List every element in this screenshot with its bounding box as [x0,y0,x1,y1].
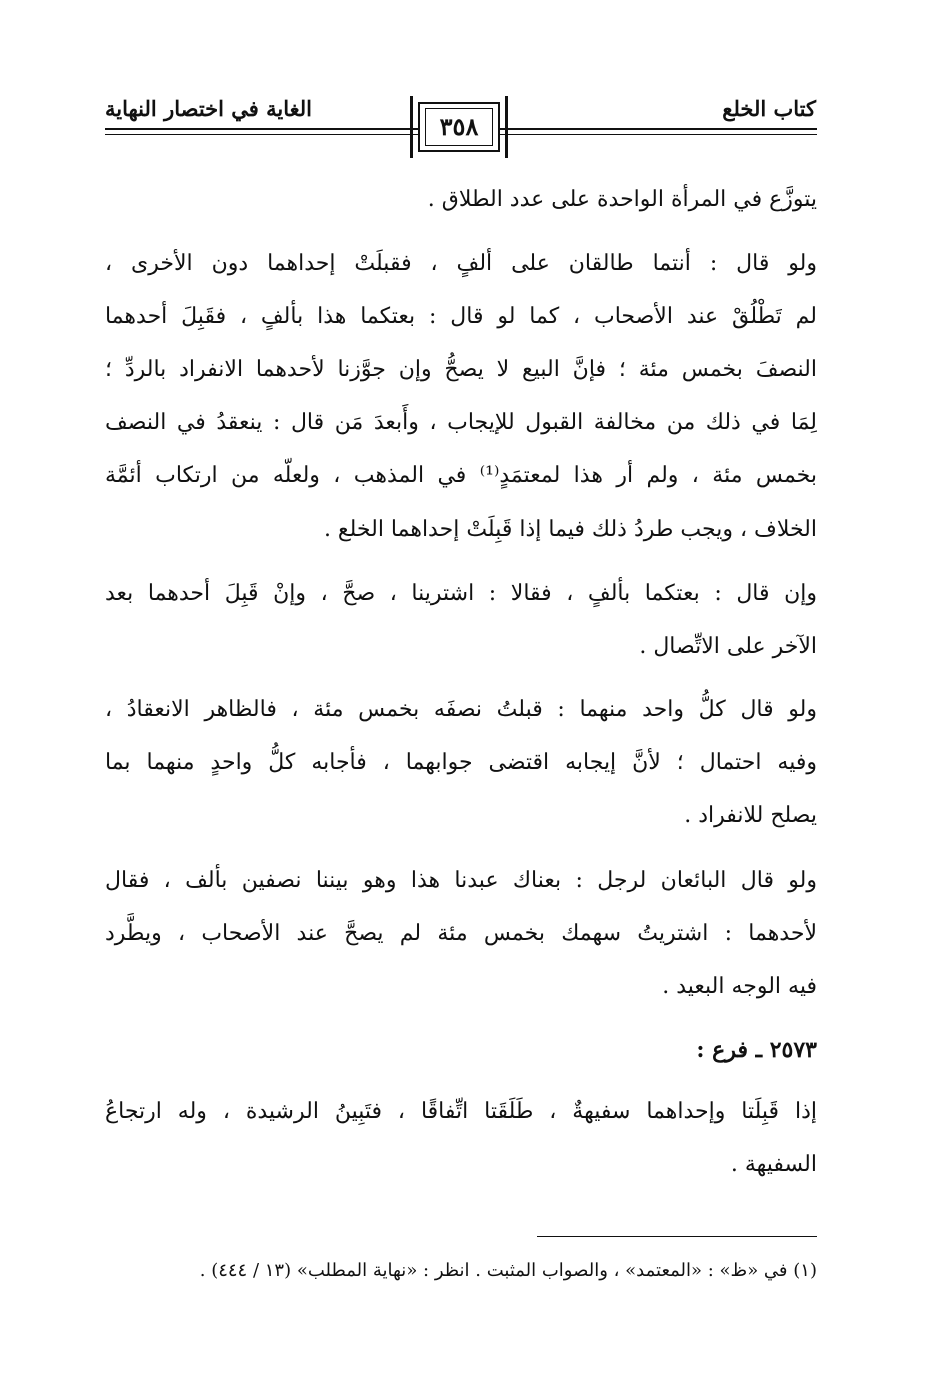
text-line: ولو قال البائعان لرجل : بعناك عبدنا هذا وهو بيننا نصفين بألف ، فقال [105,868,817,893]
footnote: (١) في «ظ» : «المعتمد» ، والصواب المثبت . انظر : «نهاية المطلب» (١٣ / ٤٤٤) . [199,1260,817,1281]
text-line: السفيهة . [730,1152,817,1177]
page-number-frame [418,102,500,152]
text-line: ولو قال : أنتما طالقان على ألفٍ ، فقبلَتْ إحداهما دون الأخرى ، [105,251,817,276]
section-heading: ٢٥٧٣ ـ فرع : [696,1037,817,1063]
frame-bar-left [410,96,413,158]
book-title: الغاية في اختصار النهاية [105,96,312,121]
text-line: الخلاف ، ويجب طردُ ذلك فيما إذا قَبِلَتْ إحداهما الخلع . [323,517,817,542]
text-line: الآخر على الاتِّصال . [639,634,817,659]
text-line: إذا قَبِلَتا وإحداهما سفيهةٌ ، طَلَقَتا اتِّفاقًا ، فتَبِينُ الرشيدة ، وله ارتجاعُ [105,1099,817,1124]
text-line: لأحدهما : اشتريتُ سهمك بخمس مئة لم يصحَّ عند الأصحاب ، ويطَّرد [105,921,817,946]
text-line: وفيه احتمال ؛ لأنَّ إيجابه اقتضى جوابهما ، فأجابه كلُّ واحدٍ منهما بما [105,750,817,775]
frame-bar-right [505,96,508,158]
text-line: لِمَا في ذلك من مخالفة القبول للإيجاب ، وأَبعدَ مَن قال : ينعقدُ في النصف [105,410,817,435]
text-line: فيه الوجه البعيد . [662,974,817,999]
text-line: لم تَطْلُقْ عند الأصحاب ، كما لو قال : بعتكما هذا بألفٍ ، فقَبِلَ أحدهما [105,304,817,329]
text-line: يتوزَّع في المرأة الواحدة على عدد الطلاق . [427,187,817,212]
text-line: بخمس مئة ، ولم أر هذا لمعتمَدٍ⁽¹⁾ في المذهب ، ولعلّه من ارتكاب أئمَّة [105,463,817,488]
text-line: النصفَ بخمس مئة ؛ فإنَّ البيع لا يصحُّ وإن جوَّزنا لأحدهما الانفراد بالردِّ ؛ [105,357,817,382]
page-number: ٣٥٨ [439,112,479,141]
text-line: وإن قال : بعتكما بألفٍ ، فقالا : اشترينا ، صحَّ ، وإنْ قَبِلَ أحدهما بعد [105,581,817,606]
chapter-title: كتاب الخلع [722,96,816,121]
text-line: يصلح للانفراد . [684,803,817,828]
footnote-rule [537,1236,817,1237]
text-line: ولو قال كلُّ واحد منهما : قبلتُ نصفَه بخمس مئة ، فالظاهر الانعقادُ ، [105,697,817,722]
